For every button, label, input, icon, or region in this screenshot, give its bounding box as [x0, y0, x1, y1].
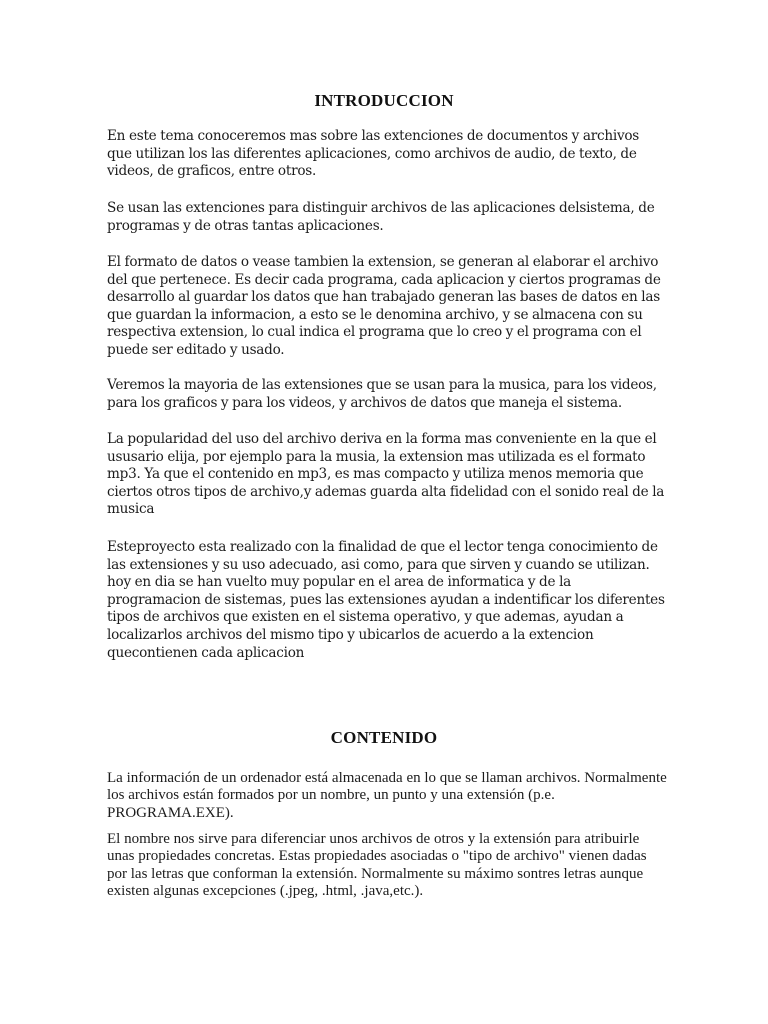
intro-paragraph-3: El formato de datos o vease tambien la extension, se generan al elaborar el archivo del que pertenece. Es decir cada programa, cada aplicacion y ciertos programas de desarrollo al guardar los datos que han trabajado generan las bases de datos en las que guardan la informacion, a esto se le denomina archivo, y se almacena con su respectiva extension, lo cual indica el programa que lo creo y el programa con el puede ser editado y usado. — [107, 254, 661, 358]
section-heading-introduccion: INTRODUCCION — [314, 91, 454, 110]
intro-paragraph-6: Esteproyecto esta realizado con la finalidad de que el lector tenga conocimiento de las extensiones y su uso adecuado, asi como, para que sirven y cuando se utilizan. hoy en dia se han vuelto muy popular en el area de informatica y de la programacion de sistemas, pues las extensiones ayudan a indentificar los diferentes tipos de archivos que existen en el sistema operativo, y que ademas, ayudan a localizarlos archivos del mismo tipo y ubicarlos de acuerdo a la extencion quecontienen cada aplicacion — [107, 539, 665, 661]
intro-paragraph-2: Se usan las extenciones para distinguir archivos de las aplicaciones delsistema, de programas y de otras tantas aplicaciones. — [107, 200, 655, 234]
section-heading-contenido: CONTENIDO — [330, 728, 438, 747]
intro-paragraph-5: La popularidad del uso del archivo deriva en la forma mas conveniente en la que el ususario elija, por ejemplo para la musia, la extension mas utilizada es el formato mp3. Ya que el contenido en mp3, es mas compacto y utiliza menos memoria que ciertos otros tipos de archivo,y ademas guarda alta fidelidad con el sonido real de la musica — [107, 431, 665, 518]
intro-paragraph-4: Veremos la mayoria de las extensiones que se usan para la musica, para los videos, para los graficos y para los videos, y archivos de datos que maneja el sistema. — [107, 377, 657, 411]
intro-paragraph-1: En este tema conoceremos mas sobre las extenciones de documentos y archivos que utilizan los las diferentes aplicaciones, como archivos de audio, de texto, de videos, de graficos, entre otros. — [107, 128, 640, 180]
contenido-paragraph-2: El nombre nos sirve para diferenciar unos archivos de otros y la extensión para atribuirle unas propiedades concretas. Estas propiedades asociadas o "tipo de archivo" vienen dadas por las letras que conforman la extensión. Normalmente su máximo sontres letras aunque existen algunas excepciones (.jpeg, .html, .java,etc.). — [107, 831, 647, 900]
contenido-paragraph-1: La información de un ordenador está almacenada en lo que se llaman archivos. Normalmente los archivos están formados por un nombre, un punto y una extensión (p.e. PROGRAMA.EXE). — [107, 770, 667, 821]
